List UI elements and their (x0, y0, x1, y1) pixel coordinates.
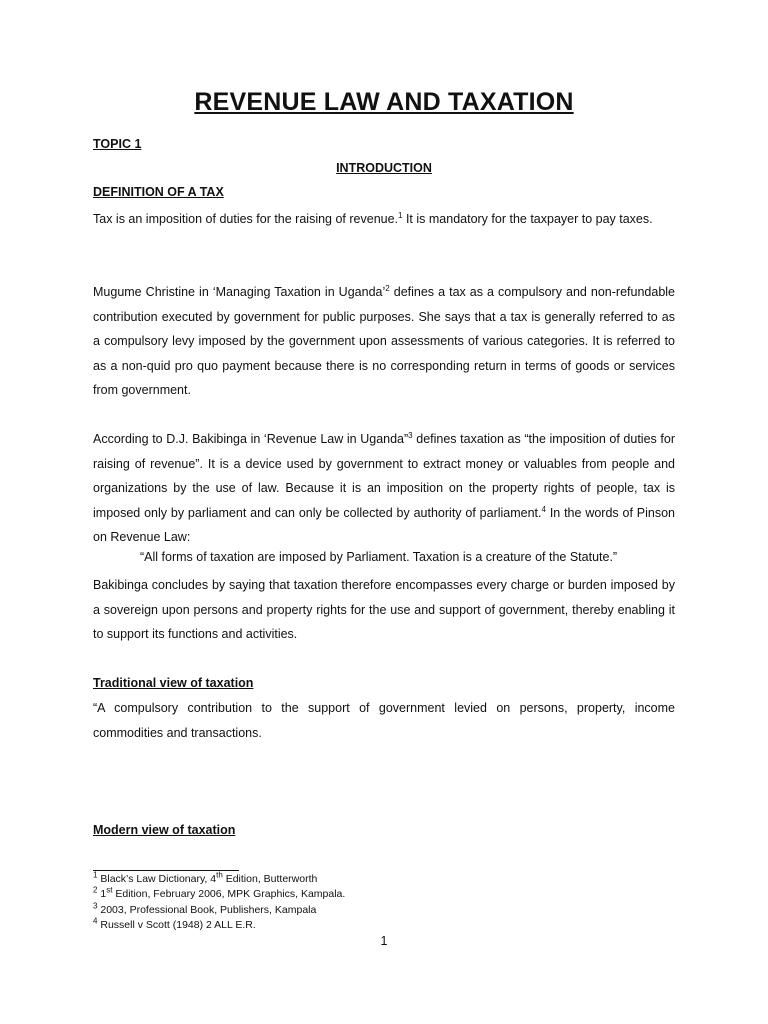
footnote-ref-3: 3 (408, 430, 413, 440)
definition-heading: DEFINITION OF A TAX (93, 185, 224, 199)
p1-text-b: It is mandatory for the taxpayer to pay taxes. (402, 212, 653, 226)
paragraph-4: Bakibinga concludes by saying that taxation therefore encompasses every charge or burden imposed by a sovereign upon persons and property rights for the use and support of government, thereby enabling it to support its functions and activities. (93, 578, 675, 641)
introduction-heading: INTRODUCTION (336, 161, 432, 175)
footnote-text: 1 (97, 888, 107, 900)
footnote-ordinal: th (216, 870, 223, 880)
traditional-view-heading: Traditional view of taxation (93, 676, 254, 690)
document-title: REVENUE LAW AND TAXATION (194, 88, 574, 116)
p3-text-b: defines taxation as “the imposition of duties for raising of revenue”. It is a device used by government to extract money or valuables from people and organizations by the use of law. Because it is an imposition on the property rights of people, tax is imposed only by parliament and can only be collected by authority of parliament. (93, 432, 675, 520)
modern-view-heading: Modern view of taxation (93, 823, 236, 837)
footnote-number: 3 (93, 901, 98, 911)
page-number: 1 (380, 934, 388, 948)
footnote-1 (93, 870, 318, 885)
p1-text-a: Tax is an imposition of duties for the raising of revenue. (93, 212, 399, 226)
paragraph-1 (93, 207, 675, 232)
p2-text-b: defines a tax as a compulsory and non-refundable contribution executed by government for public purposes. She says that a tax is generally referred to as a compulsory levy imposed by the government upon assessments of various categories. It is referred to as a non-quid pro quo payment because there is no corresponding return in terms of goods or services from government. (93, 285, 675, 397)
footnote-number: 4 (93, 916, 98, 926)
footnote-4 (93, 916, 256, 931)
p3-text-a: According to D.J. Bakibinga in ‘Revenue Law in Uganda” (93, 432, 409, 446)
paragraph-5: “A compulsory contribution to the support of government levied on persons, property, income commodities and transactions. (93, 701, 675, 740)
footnote-text: Russell v Scott (1948) 2 ALL E.R. (97, 919, 256, 931)
p2-text-a: Mugume Christine in ‘Managing Taxation in Uganda’ (93, 285, 386, 299)
footnote-text: Edition, February 2006, MPK Graphics, Kampala. (112, 888, 346, 900)
p3-text-c: In the words of Pinson on Revenue Law: (93, 505, 675, 544)
topic-label: TOPIC 1 (93, 137, 142, 151)
footnote-2 (93, 885, 346, 900)
footnote-ref-1: 1 (398, 210, 403, 220)
footnote-number: 1 (93, 870, 98, 880)
paragraph-2 (93, 280, 675, 403)
footnote-3 (93, 901, 317, 916)
footnote-number: 2 (93, 885, 98, 895)
footnote-ref-2: 2 (385, 283, 390, 293)
footnote-text: Edition, Butterworth (222, 873, 318, 885)
footnote-text: Black’s Law Dictionary, 4 (97, 873, 217, 885)
footnote-ref-4: 4 (541, 504, 546, 514)
footnote-ordinal: st (106, 885, 113, 895)
footnote-text: 2003, Professional Book, Publishers, Kampala (97, 904, 317, 916)
pinson-quote: “All forms of taxation are imposed by Parliament. Taxation is a creature of the Statute.” (140, 550, 618, 564)
paragraph-3 (93, 427, 675, 550)
